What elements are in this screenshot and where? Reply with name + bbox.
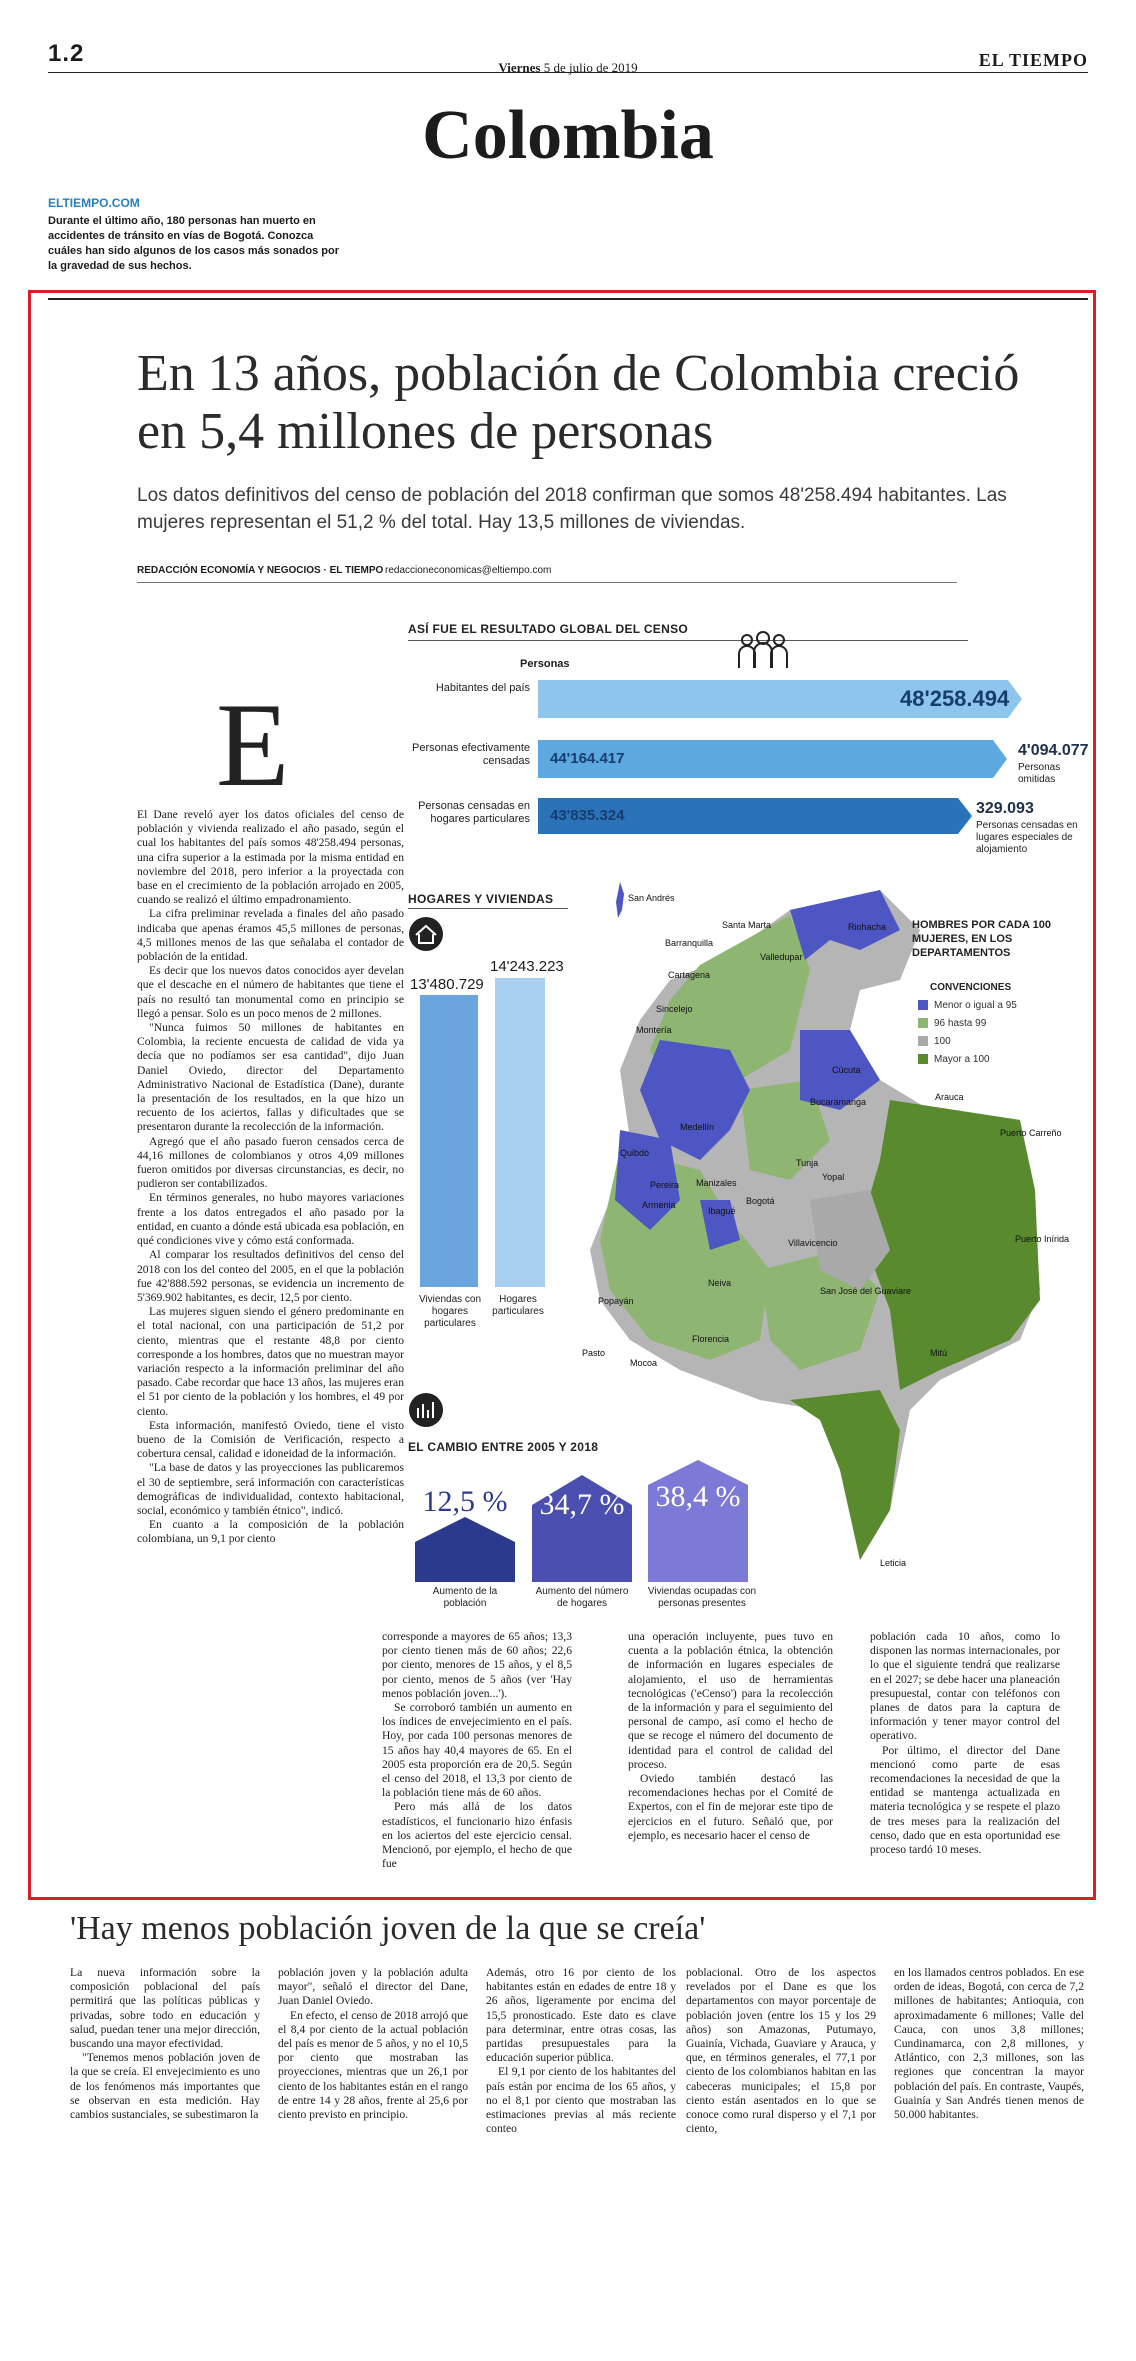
change-title: EL CAMBIO ENTRE 2005 Y 2018: [408, 1440, 599, 1454]
sidebar-column-5: en los llamados centros poblados. En ese orden de ideas, Bogotá, con cerca de 7,2 millones de habitantes; Antioquia, con aproximadamente 6 millones; Valle del Cauca, con unos 3,8 millones; Cundinamarca, con 2,8 millones, y Atlántico, con 2,3 millones, son las regiones que concentran la mayor población del país. En contraste, Vaupés, Guainía y San Andrés tienen menos de 50.000 habitantes.: [894, 1966, 1084, 2122]
city-label: Florencia: [692, 1334, 730, 1344]
chart-icon: [408, 1392, 444, 1428]
san-andres-island: [612, 880, 628, 920]
legend-item: Menor o igual a 95: [918, 1000, 1017, 1011]
legend-item: 96 hasta 99: [918, 1018, 986, 1029]
row3-value: 43'835.324: [550, 807, 625, 824]
article-column-2: corresponde a mayores de 65 años; 13,3 por ciento tienen más de 60 años; 22,6 por ciento, menores de 15 años, y el 8,5 por ciento, menos de 5 años (ver 'Hay menos población joven...'). Se corroboró también un aumento en los índices de envejecimiento en el país. Hoy, por cada 100 personas menores de 15 años hay 40,4 mayores de 65. En el 2005 esta proporción era de 20,5. Según el censo del 2018, el 13,3 por ciento de la población tiene más de 60 años. Pero más allá de los datos estadísticos, el funcionario hizo énfasis en los aciertos del este ejercicio censal. Mencionó, por ejemplo, el hecho de que fue: [382, 1630, 572, 1871]
house-icon: [408, 916, 444, 952]
row2-bar-tip: [993, 740, 1007, 778]
change-item3-value: 38,4 %: [655, 1480, 741, 1513]
households-bar1: [420, 995, 478, 1287]
article-column-4: población cada 10 años, como lo disponen las normas internacionales, por lo que el siguiente tendrá que realizarse en el 2027; se debe hacer una planeación presupuestal, contar con teléfonos con planes de datos para la captura de información y tener mayor control del operativo. Por último, el director del Dane mencionó como parte de esas recomendaciones la necesidad de que la entidad se mantenga actualizada en materia tecnológica y se respete el plazo de tres meses para la realización del censo, dado que en esta oportunidad ese proceso tardó 10 meses.: [870, 1630, 1060, 1857]
city-label: Yopal: [822, 1172, 845, 1182]
city-label: Pasto: [582, 1348, 606, 1358]
households-bar2: [495, 978, 545, 1287]
city-label: Puerto Inírida: [1015, 1234, 1070, 1244]
city-label: Tunja: [796, 1158, 819, 1168]
sidebar-column-2: población joven y la población adulta mayor", señaló el director del Dane, Juan Daniel Oviedo. En efecto, el censo de 2018 arrojó que el 8,4 por ciento de la actual población del país es menor de 5 años, y no el 10,5 por ciento que mostraban las proyecciones, mientras que un 26,1 por ciento de los habitantes están en el rango de entre 14 y 28 años, frente al 25,6 por ciento previsto en principio.: [278, 1966, 468, 2122]
city-label: Puerto Carreño: [1000, 1128, 1062, 1138]
header-rule: [48, 72, 1088, 73]
row2-side-label: Personas omitidas: [1018, 762, 1061, 785]
city-label: San Andrés: [628, 893, 675, 903]
row2-label: Personas efectivamente censadas: [411, 742, 530, 767]
households-title: HOGARES Y VIVIENDAS: [408, 892, 554, 906]
legend-swatch: [918, 1018, 928, 1028]
article-deck: Los datos definitivos del censo de población del 2018 confirman que somos 48'258.494 habitantes. Las mujeres representan el 51,2 % del total. Hay 13,5 millones de viviendas.: [137, 485, 1007, 533]
change-item1-value: 12,5 %: [422, 1485, 508, 1518]
map-legend-subtitle: CONVENCIONES: [930, 982, 1012, 993]
article-headline: En 13 años, población de Colombia creció en 5,4 millones de personas: [137, 345, 1020, 460]
city-label: Pereira: [650, 1180, 680, 1190]
row1-bar-tip: [1008, 680, 1022, 718]
page-number: 1.2: [48, 40, 85, 67]
web-promo-text: Durante el último año, 180 personas han muerto en accidentes de tránsito en vías de Bogotá. Conozca cuáles han sido algunos de los casos más sonados por la gravedad de sus hechos.: [48, 215, 339, 272]
drop-cap: E: [216, 678, 290, 811]
city-label: Valledupar: [760, 952, 803, 962]
sidebar-column-1: La nueva información sobre la composición poblacional del país permitirá que las políticas públicas y privadas, sobre todo en educación y salud, puedan tener una mejor dirección, buscando una mayor efectividad. "Tenemos menos población joven de la que se creía. El envejecimiento es uno de los fenómenos más importantes que se observan en esta medición. Hay cambios sustanciales, se subestimaron la: [70, 1966, 260, 2122]
city-label: Neiva: [708, 1278, 732, 1288]
article-column-1: El Dane reveló ayer los datos oficiales del censo de población y vivienda realizado el año pasado, según el cual los habitantes del país somos 48'258.494 personas, una cifra superior a la estimada por la misma entidad en noviembre del 2018, pero inferior a la proyectada con base en el crecimiento de la población arrojado en 2005, cuando se realizó el último empadronamiento. La cifra preliminar revelada a finales del año pasado indicaba que apenas éramos 45,5 millones de personas, 4,5 millones menos de las que señalaba el contador de población de la entidad. Es decir que los nuevos datos conocidos ayer develan que el descache en el número de habitantes que tiene el país no resultó tan monumental como en principio se llegó a pensar. Solo es un poco menos de 2 millones. "Nunca fuimos 50 millones de habitantes en Colombia, la reciente encuesta de calidad de vida ya decía que no podíamos ser esa cantidad", dijo Juan Daniel Oviedo, director del Departamento Administrativo Nacional de Estadística (Dane), durante la presentación de los resultados, en la que hizo un recuento de los aciertos, fallas y dificultades que se presentaron durante la recolección de la información. Agregó que el año pasado fueron censados cerca de 44,16 millones de colombianos y otros 4,09 millones fueron omitidos por diversas circunstancias, es decir, no pudieron ser contabilizados. En términos generales, no hubo mayores variaciones frente a los datos entregados el año pasado por la entidad, en cuanto a dónde está ubicada esa población, en qué condiciones vive y cómo está conformada. Al comparar los resultados definitivos del censo del 2018 con los del conteo del 2005, en el que la población fue 42'888.592 personas, se evidencia un incremento de 5'369.902 habitantes, es decir, 12,5 por ciento. Las mujeres siguen siendo el género predominante en el total nacional, con una participación de 51,2 por ciento, mientras que el restante 48,8 por ciento corresponde a los hombres, datos que no muestran mayor variación respecto a la información preliminar del año pasado. Cabe recordar que hace 13 años, las mujeres eran el 51 por ciento de la población y los hombres, el 49 por ciento. Esta información, manifestó Oviedo, tiene el visto bueno de la Comisión de Verificación, respecto a cobertura censal, calidad e idoneidad de la información. "La base de datos y las proyecciones las publicaremos el 30 de septiembre, será información con características demográficas de individualidad, contexto habitacional, social, económico y también étnico", indicó. En cuanto a la composición de la población colombiana, un 9,1 por ciento: [137, 808, 404, 1546]
change-item3-shape: [648, 1460, 748, 1582]
city-label: Armenia: [642, 1200, 676, 1210]
people-icon: [735, 628, 791, 670]
change-item3-label: Viviendas ocupadas con personas presentes: [647, 1586, 757, 1609]
masthead-brand: EL TIEMPO: [978, 50, 1088, 70]
households-title-rule: [408, 908, 568, 909]
city-label: Mocoa: [630, 1358, 658, 1368]
city-label: Mitú: [930, 1348, 948, 1358]
row1-value: 48'258.494: [900, 686, 1010, 711]
households-bar2-label: Hogares particulares: [492, 1294, 544, 1317]
legend-item: 100: [918, 1036, 951, 1047]
city-label: Bogotá: [746, 1196, 775, 1206]
city-label: Cartagena: [668, 970, 711, 980]
row1-label: Habitantes del país: [435, 682, 530, 694]
city-label: Popayán: [598, 1296, 634, 1306]
city-label: Riohacha: [848, 922, 887, 932]
households-bar1-value: 13'480.729: [410, 976, 484, 993]
change-item2-value: 34,7 %: [539, 1488, 625, 1521]
city-label: Santa Marta: [722, 920, 772, 930]
city-label: San José del Guaviare: [820, 1286, 912, 1296]
row3-bar-tip: [958, 798, 972, 834]
sidebar-headline: 'Hay menos población joven de la que se creía': [70, 1910, 706, 1947]
legend-item: Mayor a 100: [918, 1054, 990, 1065]
row2-side-value: 4'094.077: [1018, 742, 1089, 759]
legend-swatch: [918, 1000, 928, 1010]
change-item1-label: Aumento de la población: [432, 1586, 498, 1609]
city-label: Manizales: [696, 1178, 737, 1188]
sidebar-column-4: poblacional. Otro de los aspectos revelados por el Dane es que los departamentos con mayor porcentaje de población joven (entre los 15 y los 29 años) son Amazonas, Putumayo, Guainía, Vichada, Guaviare y Arauca, y que, en términos generales, el 77,1 por ciento de los colombianos habitan en las cabeceras municipales; el 15,8 por ciento están asentados en lo que se conoce como rural disperso y el 7,1 por ciento,: [686, 1966, 876, 2136]
city-label: Villavicencio: [788, 1238, 838, 1248]
legend-swatch: [918, 1054, 928, 1064]
households-bar2-value: 14'243.223: [490, 958, 564, 975]
city-label: Arauca: [935, 1092, 964, 1102]
change-item2-label: Aumento del número de hogares: [535, 1586, 629, 1609]
map-legend-title: HOMBRES POR CADA 100 MUJERES, EN LOS DEPARTAMENTOS: [912, 919, 1051, 959]
row2-value: 44'164.417: [550, 750, 625, 767]
city-label: Quibdó: [620, 1148, 650, 1158]
city-label: Ibagué: [708, 1206, 736, 1216]
city-label: Cúcuta: [832, 1065, 861, 1075]
households-bar1-label: Viviendas con hogares particulares: [418, 1294, 482, 1329]
infographic-title: ASÍ FUE EL RESULTADO GLOBAL DEL CENSO: [408, 622, 689, 636]
byline: REDACCIÓN ECONOMÍA Y NEGOCIOS · EL TIEMPO: [137, 565, 384, 576]
issue-date: Viernes 5 de julio de 2019: [498, 60, 638, 75]
byline-rule: [137, 582, 957, 583]
sidebar-column-3: Además, otro 16 por ciento de los habitantes están en edades de entre 18 y 26 años, ligeramente por encima del 15,5 pronosticado. Este dato es clave para determinar, entre otras cosas, las partidas presupuestales para la educación superior pública. El 9,1 por ciento de los habitantes del país están por encima de los 65 años, y no el 8,1 por ciento que mostraban las estimaciones previas al más reciente conteo: [486, 1966, 676, 2136]
city-label: Medellín: [680, 1122, 715, 1132]
city-label: Sincelejo: [656, 1004, 693, 1014]
city-label: Barranquilla: [665, 938, 714, 948]
web-promo-label[interactable]: ELTIEMPO.COM: [48, 196, 140, 210]
legend-swatch: [918, 1036, 928, 1046]
persons-label: Personas: [520, 658, 570, 670]
city-label: Leticia: [880, 1558, 907, 1568]
section-title: Colombia: [422, 97, 714, 174]
row3-side-label: Personas censadas en lugares especiales de alojamiento: [976, 820, 1078, 855]
infographic-title-rule: [408, 640, 968, 641]
row3-side-value: 329.093: [976, 800, 1034, 817]
city-label: Montería: [636, 1025, 672, 1035]
byline-email[interactable]: redaccioneconomicas@eltiempo.com: [385, 565, 552, 576]
city-label: Bucaramanga: [810, 1097, 867, 1107]
article-column-3: una operación incluyente, pues tuvo en cuenta a la población étnica, la obtención de información en lugares especiales de alojamiento, el uso de herramientas tecnológicas ('eCenso') para la recolección de la información y para el seguimiento del personal de campo, así como el hecho de que se recoge el número del documento de identidad para el control de calidad del proceso. Oviedo también destacó las recomendaciones hechas por el Comité de Expertos, con el fin de mejorar este tipo de ejercicios en el futuro. Señaló que, por ejemplo, es necesario hacer el censo de: [628, 1630, 833, 1842]
row3-label: Personas censadas en hogares particulares: [418, 800, 530, 825]
colombia-map: [560, 870, 1050, 1570]
